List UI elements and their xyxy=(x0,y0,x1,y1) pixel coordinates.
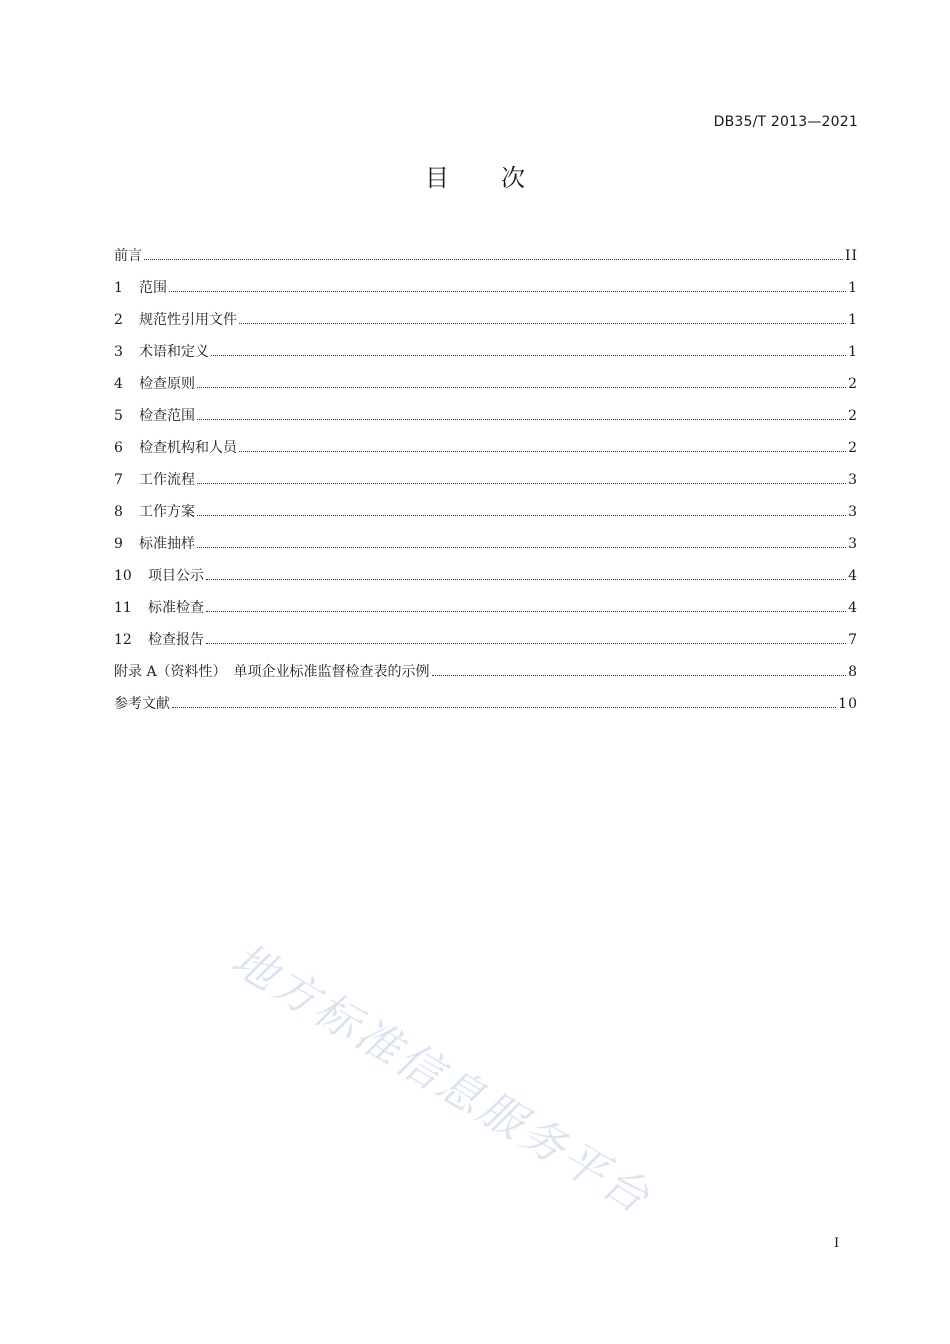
toc-entry-number: 4 xyxy=(114,376,123,392)
toc-entry-label: 规范性引用文件 xyxy=(139,312,237,328)
toc-entry-label: 检查报告 xyxy=(148,632,204,648)
toc-leader-dots xyxy=(169,291,846,292)
toc-leader-dots xyxy=(239,451,846,452)
toc-leader-dots xyxy=(144,259,843,260)
toc-entry-10[interactable] xyxy=(114,566,858,598)
toc-entry-page: 4 xyxy=(848,568,858,584)
toc-entry-page: 1 xyxy=(848,280,858,296)
toc-entry-page: 2 xyxy=(848,440,858,456)
toc-entry-number: 3 xyxy=(114,344,123,360)
toc-leader-dots xyxy=(432,675,847,676)
toc-entry-page: 3 xyxy=(848,536,858,552)
toc-entry-page: 1 xyxy=(848,312,858,328)
toc-entry-1[interactable] xyxy=(114,278,858,310)
toc-entry-number: 8 xyxy=(114,504,123,520)
toc-entry-11[interactable] xyxy=(114,598,858,630)
toc-entry-label: 工作方案 xyxy=(139,504,195,520)
toc-entry-4[interactable] xyxy=(114,374,858,406)
toc-entry-number: 1 xyxy=(114,280,123,296)
toc-entry-page: 1 xyxy=(848,344,858,360)
toc-leader-dots xyxy=(206,611,846,612)
toc-leader-dots xyxy=(172,707,836,708)
toc-leader-dots xyxy=(197,483,846,484)
toc-entry-page: 2 xyxy=(848,408,858,424)
toc-entry-label: 术语和定义 xyxy=(139,344,209,360)
toc-entry-label: 范围 xyxy=(139,280,167,296)
toc-entry-7[interactable] xyxy=(114,470,858,502)
toc-entry-9[interactable] xyxy=(114,534,858,566)
toc-entry-page: 2 xyxy=(848,376,858,392)
toc-entry-page: 8 xyxy=(848,664,858,680)
toc-entry-label: 参考文献 xyxy=(114,696,170,712)
toc-entry-6[interactable] xyxy=(114,438,858,470)
watermark: 地方标准信息服务平台 xyxy=(222,933,661,1225)
toc-entry-number: 7 xyxy=(114,472,123,488)
toc-entry-number: 5 xyxy=(114,408,123,424)
toc-entry-label: 附录 A（资料性） 单项企业标准监督检查表的示例 xyxy=(114,664,430,680)
toc-entry-references[interactable] xyxy=(114,694,858,726)
toc-entry-number: 10 xyxy=(114,568,132,584)
toc-entry-12[interactable] xyxy=(114,630,858,662)
toc-entry-foreword[interactable] xyxy=(114,246,858,278)
toc-entry-page: 10 xyxy=(838,696,858,712)
toc-entry-number: 12 xyxy=(114,632,132,648)
toc-entry-page: 7 xyxy=(848,632,858,648)
toc-entry-label: 检查原则 xyxy=(139,376,195,392)
toc-entry-2[interactable] xyxy=(114,310,858,342)
toc-entry-number: 11 xyxy=(114,600,132,616)
toc-entry-5[interactable] xyxy=(114,406,858,438)
toc-leader-dots xyxy=(206,643,846,644)
toc-entry-label: 检查机构和人员 xyxy=(139,440,237,456)
toc-leader-dots xyxy=(239,323,846,324)
toc-entry-label: 项目公示 xyxy=(148,568,204,584)
toc-entry-page: 3 xyxy=(848,472,858,488)
toc-entry-8[interactable] xyxy=(114,502,858,534)
toc-entry-label: 标准检查 xyxy=(148,600,204,616)
toc-leader-dots xyxy=(197,387,846,388)
toc-leader-dots xyxy=(197,419,846,420)
table-of-contents xyxy=(114,246,858,726)
document-code: DB35/T 2013—2021 xyxy=(713,114,858,130)
toc-entry-page: 4 xyxy=(848,600,858,616)
toc-entry-label: 标准抽样 xyxy=(139,536,195,552)
toc-leader-dots xyxy=(197,515,846,516)
toc-entry-label: 前言 xyxy=(114,248,142,264)
toc-entry-appendix-a[interactable] xyxy=(114,662,858,694)
toc-entry-page: II xyxy=(844,248,858,264)
toc-leader-dots xyxy=(211,355,846,356)
toc-entry-3[interactable] xyxy=(114,342,858,374)
page-number: I xyxy=(834,1236,840,1251)
toc-leader-dots xyxy=(206,579,846,580)
toc-entry-number: 9 xyxy=(114,536,123,552)
toc-leader-dots xyxy=(197,547,846,548)
page-title: 目次 xyxy=(425,164,577,192)
toc-entry-number: 2 xyxy=(114,312,123,328)
toc-entry-page: 3 xyxy=(848,504,858,520)
toc-entry-label: 检查范围 xyxy=(139,408,195,424)
toc-entry-number: 6 xyxy=(114,440,123,456)
toc-entry-label: 工作流程 xyxy=(139,472,195,488)
